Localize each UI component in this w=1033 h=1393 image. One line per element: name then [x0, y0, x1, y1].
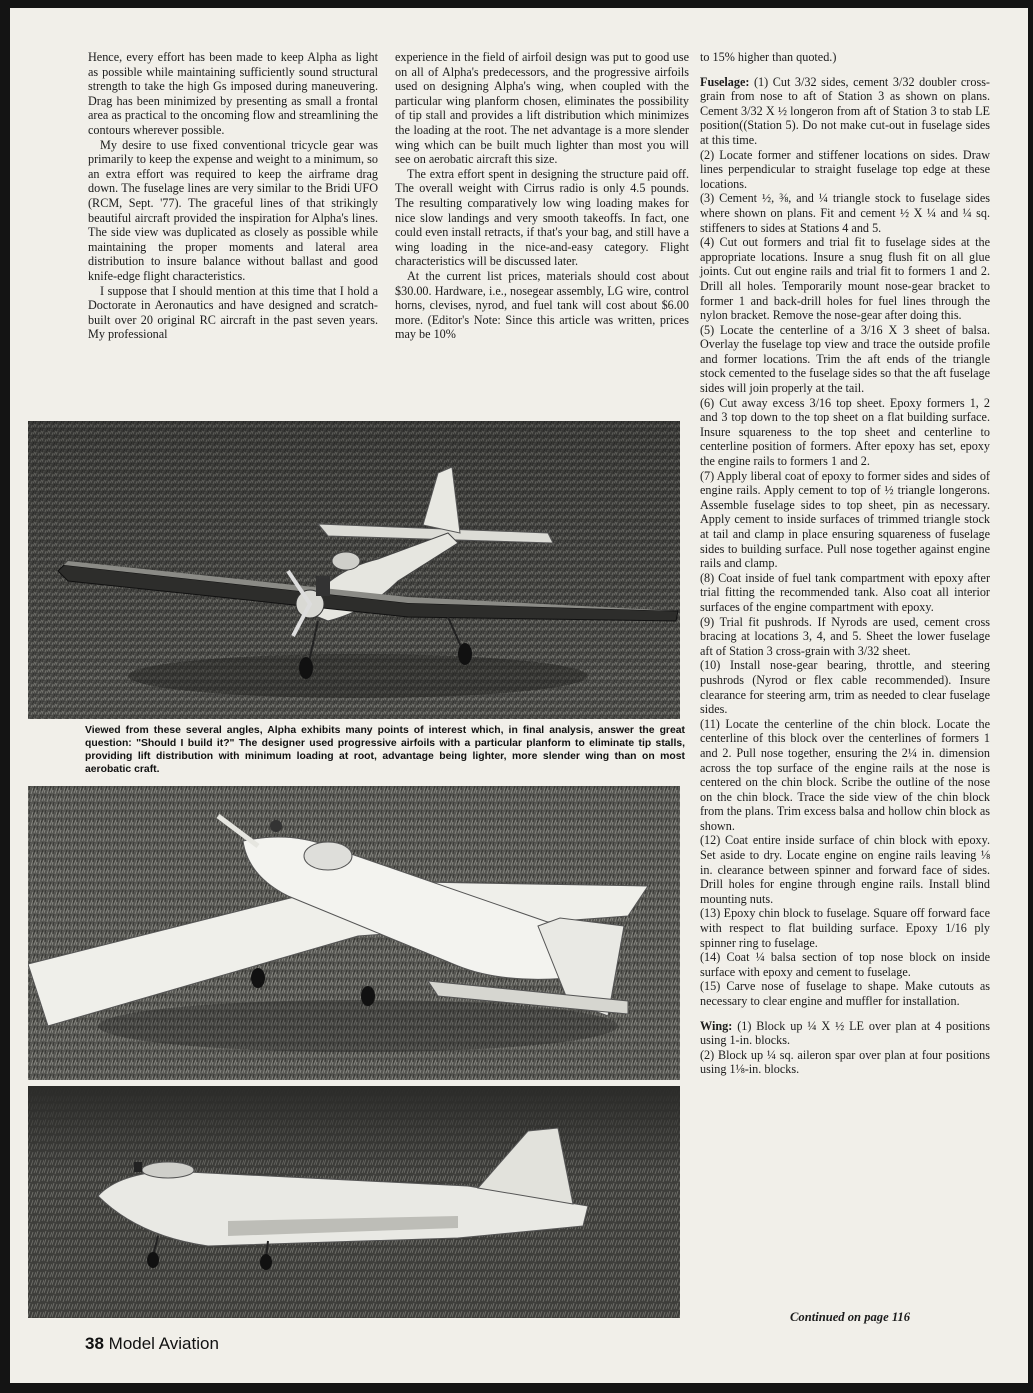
aircraft-photo-2 [28, 786, 680, 1080]
wing-section [700, 1019, 990, 1048]
step: (6) Cut away excess 3/16 top sheet. Epoxy formers 1, 2 and 3 top down to the top sheet on a flat building surface. Insure squareness to the top sheet and centerline to centerline position of formers. After epoxy has set, epoxy the engine rails to formers 1 and 2. [700, 395, 990, 469]
article-column-1 [88, 50, 378, 342]
page-footer [85, 1334, 219, 1354]
paragraph: I suppose that I should mention at this time that I hold a Doctorate in Aeronautics and have designed and scratch-built over 20 original RC aircraft in the past seven years. My professional [88, 283, 378, 342]
aircraft-rear-view-image [28, 786, 680, 1080]
aircraft-photo-3 [28, 1086, 680, 1318]
continued-note: Continued on page 116 [790, 1310, 911, 1324]
magazine-page [10, 8, 1028, 1383]
step: (1) Cut 3/32 sides, cement 3/32 doubler cross-grain from nose to aft of Station 3 as shown on plans. Cement 3/32 X ½ longeron from aft of Station 3 to stab LE position((Station 5). Do not make cut-out in fuselage sides at this time. [700, 74, 990, 147]
step: (11) Locate the centerline of the chin block. Locate the centerline of this block over the centerlines of formers 1 and 2. Pull nose together, ensuring the 2¼ in. dimension across the top surface of the engine rails at the nose is centered on the chin block. Scribe the outline of the nose on the chin block. Trace the side view of the chin block from the plans. Trim excess balsa and hollow chin block as shown. [700, 716, 990, 833]
step: (4) Cut out formers and trial fit to fuselage sides at the appropriate locations. Insure a snug flush fit on all glue joints. Cut out engine rails and trial fit to formers 1 and 2. Drill all holes. Temporarily mount nose-gear bracket to former 1 and back-drill holes for fuel lines through the nylon bracket. Remove the nose-gear after doing this. [700, 235, 990, 323]
aircraft-side-view-image [28, 1086, 680, 1318]
paragraph: experience in the field of airfoil design was put to good use on all of Alpha's predecessors, and the progressive airfoils used on designing Alpha's wing, when coupled with the particular wing planform chosen, eliminates the possibility of tip stall and provides a lift distribution which minimizes the loading at the root. The net advantage is a more slender wing which can be built much lighter than most you will see on aerobatic aircraft this size. [395, 50, 689, 167]
step: (13) Epoxy chin block to fuselage. Square off forward face with respect to flat building surface. Epoxy 1/16 ply spinner ring to fuselage. [700, 906, 990, 950]
step: (2) Locate former and stiffener locations on sides. Draw lines perpendicular to straight fuselage top edge at these locations. [700, 147, 990, 191]
paragraph: My desire to use fixed conventional tricycle gear was primarily to keep the expense and weight to a minimum, so an extra effort was required to keep the airframe drag down. The fuselage lines are very similar to the Bridi UFO (RCM, Sept. '77). The graceful lines of that strikingly beautiful aircraft provided the inspiration for Alpha's lines. The side view was duplicated as closely as possible while maintaining the proper moments and lateral area distribution to insure balance without ballast and good knife-edge flight characteristics. [88, 137, 378, 283]
step: (8) Coat inside of fuel tank compartment with epoxy after trial fitting the recommended tank. Also coat all interior surfaces of the engine compartment with epoxy. [700, 570, 990, 614]
step: (12) Coat entire inside surface of chin block with epoxy. Set aside to dry. Locate engine on engine rails leaving ⅛ in. clearance between spinner and forward face of sides. Drill holes for engine through engine rails. Install blind mounting nuts. [700, 833, 990, 906]
fuselage-section [700, 75, 990, 148]
magazine-title: Model Aviation [108, 1334, 219, 1353]
paragraph: The extra effort spent in designing the structure paid off. The overall weight with Cirrus radio is only 4.5 pounds. The resulting comparatively low wing loading makes for nice slow landings and very smooth takeoffs. In fact, one could even install retracts, if that's your bag, and still have a wing loading in the nice-and-easy category. Flight characteristics will be discussed later. [395, 166, 689, 269]
aircraft-front-view-image [28, 421, 680, 719]
step: (10) Install nose-gear bearing, throttle, and steering pushrods (Nyrod or flex cable recommended). Insure clearance for steering arm, trim as needed to clear fuselage sides. [700, 658, 990, 717]
step: (14) Coat ¼ balsa section of top nose block on inside surface with epoxy and cement to fuselage. [700, 950, 990, 979]
step: (7) Apply liberal coat of epoxy to former sides and sides of engine rails. Apply cement to top of ½ triangle longerons. Assemble fuselage sides to top sheet, pin as necessary. Apply cement to inside surfaces of trimmed triangle stock at tail and clamp in place ensuring squareness of fuselage sides to building surface. Pull nose together against engine rails and clamp. [700, 468, 990, 571]
photo-caption: Viewed from these several angles, Alpha exhibits many points of interest which, in final analysis, answer the great question: "Should I build it?" The designer used progressive airfoils with a particular planform to eliminate tip stalls, providing lift distribution with minimum loading at root, advantage being lighter, more slender wing than on most aerobatic craft. [85, 725, 685, 775]
step: (1) Block up ¼ X ½ LE over plan at 4 positions using 1-in. blocks. [700, 1018, 990, 1048]
step: (3) Cement ½, ⅜, and ¼ triangle stock to fuselage sides where shown on plans. Fit and cement ½ X ¼ and ¼ sq. stiffeners to sides at Stations 4 and 5. [700, 191, 990, 235]
paragraph: At the current list prices, materials should cost about $30.00. Hardware, i.e., nosegear assembly, LG wire, control horns, clevises, nyrod, and fuel tank will cost about $6.00 more. (Editor's Note: Since this article was written, prices may be 10% [395, 268, 689, 342]
step: (9) Trial fit pushrods. If Nyrods are used, cement cross bracing at locations 3, 4, and 5. Sheet the lower fuselage aft of Station 3 cross-grain with 3/32 sheet. [700, 614, 990, 658]
paragraph: Hence, every effort has been made to keep Alpha as light as possible while maintaining sufficiently sound structural strength to take the high Gs imposed during maneuvering. Drag has been minimized by presenting as small a frontal area as practical to the oncoming flow and streamlining the contours wherever possible. [88, 50, 378, 137]
page-number: 38 [85, 1334, 104, 1353]
step: (5) Locate the centerline of a 3/16 X 3 sheet of balsa. Overlay the fuselage top view and trace the outside profile and former locations. Trim the aft ends of the triangle stock cemented to the fuselage sides so that the aft fuselage sides will join properly at the tail. [700, 322, 990, 396]
aircraft-photo-1 [28, 421, 680, 719]
section-heading-wing: Wing: [700, 1018, 733, 1033]
paragraph: to 15% higher than quoted.) [700, 50, 837, 64]
step: (15) Carve nose of fuselage to shape. Make cutouts as necessary to clear engine and muffler for installation. [700, 979, 990, 1008]
article-column-2 [395, 50, 689, 342]
article-column-3 [700, 50, 990, 1077]
step: (2) Block up ¼ sq. aileron spar over plan at four positions using 1⅛-in. blocks. [700, 1047, 990, 1077]
section-heading-fuselage: Fuselage: [700, 74, 750, 89]
